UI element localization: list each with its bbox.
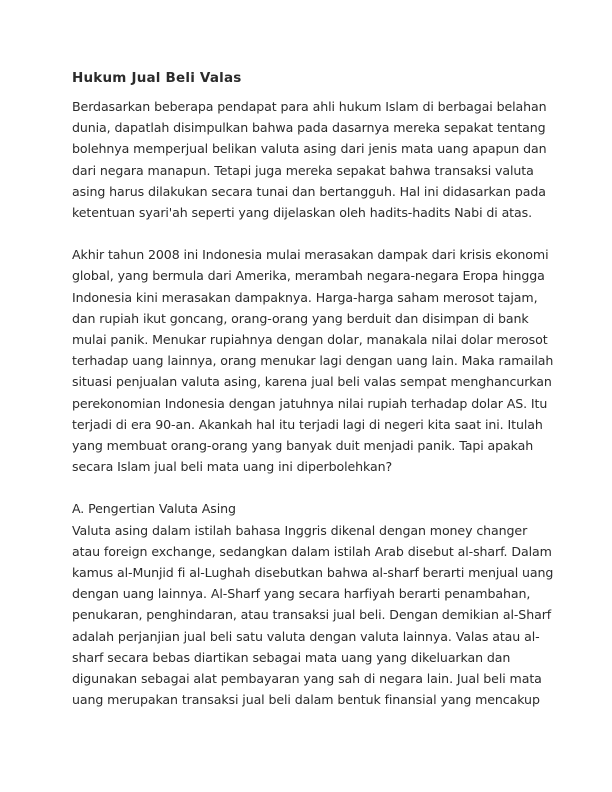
text-line: Berdasarkan beberapa pendapat para ahli hukum Islam di berbagai belahan [72,99,547,114]
text-line: situasi penjualan valuta asing, karena jual beli valas sempat menghancurkan [72,374,552,390]
text-line: global, yang bermula dari Amerika, merambah negara-negara Eropa hingga [72,268,545,284]
text-line: dan rupiah ikut goncang, orang-orang yang berduit dan disimpan di bank [72,310,529,326]
text-line: Valuta asing dalam istilah bahasa Inggris dikenal dengan money changer [72,522,528,538]
text-line: dunia, dapatlah disimpulkan bahwa pada dasarnya mereka sepakat tentang [72,120,546,136]
paragraph-1 [72,96,547,223]
text-line: adalah perjanjian jual beli satu valuta dengan valuta lainnya. Valas atau al- [72,628,540,644]
text-line: digunakan sebagai alat pembayaran yang sah di negara lain. Jual beli mata [72,671,542,687]
text-line: yang membuat orang-orang yang banyak duit menjadi panik. Tapi apakah [72,438,534,454]
paragraph-3 [72,520,554,711]
text-line: Indonesia kini merasakan dampaknya. Harga-harga saham merosot tajam, [72,289,538,305]
text-line: asing harus dilakukan secara tunai dan bertangguh. Hal ini didasarkan pada [72,183,546,199]
text-line: terjadi di era 90-an. Akankah hal itu terjadi lagi di negeri kita saat ini. Itulah [72,416,543,432]
text-line: secara Islam jual beli mata uang ini diperbolehkan? [72,459,393,475]
text-line: sharf secara bebas diartikan sebagai mata uang yang dikeluarkan dan [72,649,511,665]
text-line: terhadap uang lainnya, orang menukar lagi dengan uang lain. Maka ramailah [72,353,554,369]
document-content [72,66,554,710]
paragraph-2 [72,244,554,477]
text-line: dengan uang lainnya. Al-Sharf yang secara harfiyah berarti penambahan, [72,586,531,602]
text-line: Akhir tahun 2008 ini Indonesia mulai merasakan dampak dari krisis ekonomi [72,247,549,263]
text-line: dari negara manapun. Tetapi juga mereka sepakat bahwa transaksi valuta [72,162,534,178]
text-line: uang merupakan transaksi jual beli dalam bentuk finansial yang mencakup [72,692,540,708]
text-line: kamus al-Munjid fi al-Lughah disebutkan bahwa al-sharf berarti menjual uang [72,565,554,581]
text-line: ketentuan syari'ah seperti yang dijelaskan oleh hadits-hadits Nabi di atas. [72,205,533,221]
document-title: Hukum Jual Beli Valas [72,70,242,86]
text-line: perekonomian Indonesia dengan jatuhnya nilai rupiah terhadap dolar AS. Itu [72,395,548,411]
text-line: mulai panik. Menukar rupiahnya dengan dolar, manakala nilai dolar merosot [72,332,548,348]
section-heading: A. Pengertian Valuta Asing [72,501,236,517]
text-line: atau foreign exchange, sedangkan dalam istilah Arab disebut al-sharf. Dalam [72,543,552,559]
paragraph-spacer [72,223,542,244]
paragraph-spacer [72,477,542,498]
text-line: penukaran, penghindaran, atau transaksi jual beli. Dengan demikian al-Sharf [72,607,552,623]
text-line: bolehnya memperjual belikan valuta asing dari jenis mata uang apapun dan [72,141,547,157]
